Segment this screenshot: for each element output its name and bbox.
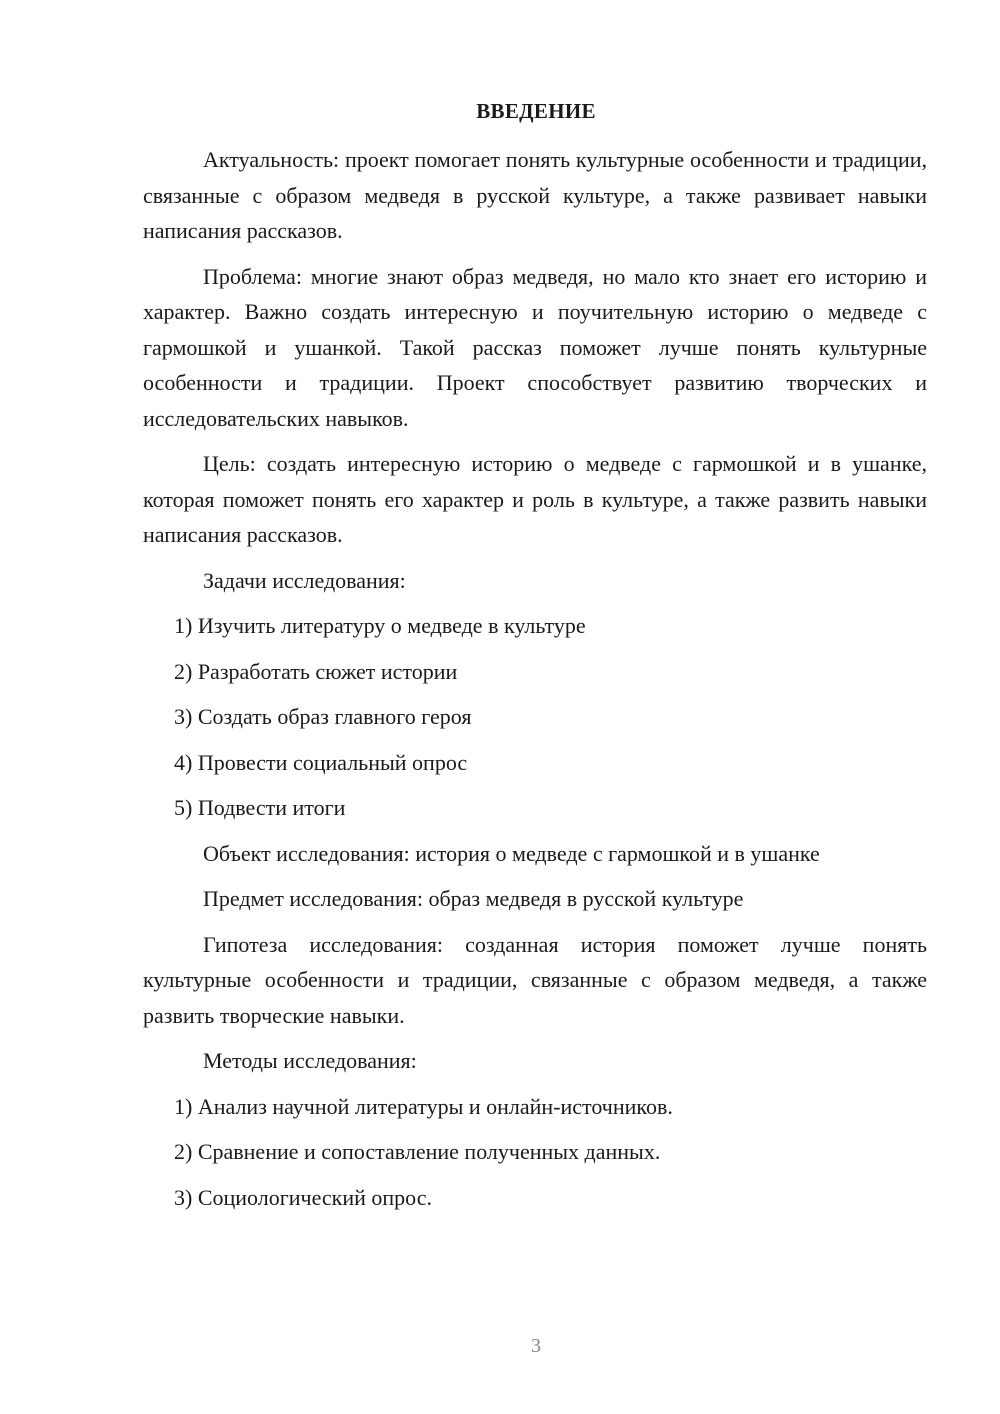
methods-title: Методы исследования: [203, 1048, 417, 1073]
list-item: 3) Социологический опрос. [174, 1184, 432, 1210]
section-heading: ВВЕДЕНИЕ [476, 99, 596, 123]
page-body [143, 142, 927, 1225]
list-item: 1) Анализ научной литературы и онлайн-источников. [174, 1093, 673, 1119]
list-item: 3) Создать образ главного героя [174, 704, 472, 729]
methods-list [143, 1089, 927, 1216]
relevance-paragraph: Актуальность: проект помогает понять культурные особенности и традиции, связанные с образом медведя в русской культуре, а также развивает навыки написания рассказов. [143, 147, 927, 243]
hypothesis-paragraph: Гипотеза исследования: созданная история поможет лучше понять культурные особенности и традиции, связанные с образом медведя, а также развить творческие навыки. [143, 931, 927, 1028]
list-item: 5) Подвести итоги [174, 795, 346, 820]
problem-paragraph: Проблема: многие знают образ медведя, но мало кто знает его историю и характер. Важно создать интересную и поучительную историю о медведе с гармошкой и ушанкой. Такой рассказ поможет лучше понять культурные особенности и традиции. Проект способствует развитию творческих и исследовательских навыков. [143, 263, 927, 431]
tasks-list [143, 608, 927, 826]
page-number: 3 [531, 1335, 541, 1357]
object-line: Объект исследования: история о медведе с гармошкой и в ушанке [203, 840, 820, 866]
list-item: 2) Сравнение и сопоставление полученных данных. [174, 1139, 661, 1164]
list-item: 4) Провести социальный опрос [174, 749, 468, 775]
list-item: 1) Изучить литературу о медведе в культуре [174, 613, 586, 638]
goal-paragraph: Цель: создать интересную историю о медведе с гармошкой и в ушанке, которая поможет понять его характер и роль в культуре, а также развить навыки написания рассказов. [143, 451, 927, 547]
subject-line: Предмет исследования: образ медведя в русской культуре [203, 886, 744, 911]
list-item: 2) Разработать сюжет истории [174, 658, 458, 684]
tasks-title: Задачи исследования: [203, 567, 406, 593]
